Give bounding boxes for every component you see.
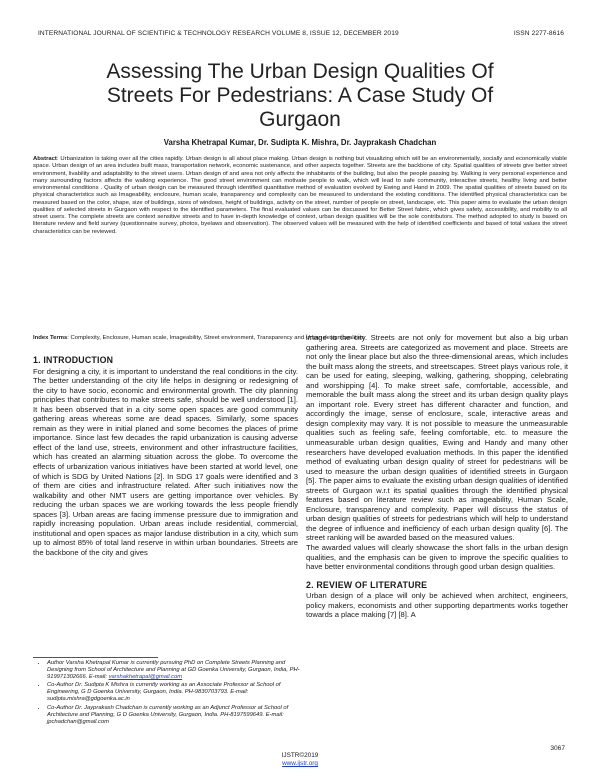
- author-footnotes: [33, 660, 300, 727]
- footnote-item: • Co-Author Dr. Sudipta K Mishra is currently working as an Associate Professor at School of Engineering, G D Goenka University, Gurgaon, India. PH-9830703793. E-mail: sudipta.mishra@gdgoenka.ac.in: [47, 682, 300, 703]
- footnote-divider: [33, 657, 158, 658]
- title-line-3: Gurgaon: [259, 108, 341, 131]
- index-terms-label: Index Terms: [33, 335, 68, 341]
- literature-paragraph: Urban design of a place will only be achieved when architect, engineers, policy makers, economists and other supporting departments works together towards a place making [7] [8]. A: [306, 591, 568, 620]
- journal-website-link[interactable]: www.ijstr.org: [282, 760, 318, 767]
- title-line-2: Streets For Pedestrians: A Case Study Of: [106, 84, 494, 107]
- section-heading-literature: 2. REVIEW OF LITERATURE: [306, 579, 428, 590]
- abstract-label: Abstract: [33, 156, 57, 162]
- abstract: [33, 156, 567, 236]
- title-line-1: Assessing The Urban Design Qualities Of: [106, 60, 494, 83]
- left-column: [33, 350, 298, 557]
- issn: ISSN 2277-8616: [513, 30, 564, 37]
- introduction-continued: image to the city. Streets are not only for movement but also a big urban gathering area. Streets are categorized as movement and place. Streets are not only the linear place but also the three-dimensional areas, which includes the built mass along the streets, and streetscapes. Street plays various role, it can be used for eating, sleeping, walking, gathering, shopping, celebrating and worshipping [4]. To make street safe, comfortable, accessible, and memorable the built mass along the street and its urban design quality plays an important role. Every street has different character and function, and accordingly the image, sense of enclosure, scale, interactive areas and design complexity may vary. It is not possible to measure the unmeasurable qualities such as feeling safe, feeling comfortable, etc. to measure the unmeasurable urban design qualities, Ewing and Handy and many other researchers have developed evaluation methods. In this paper the identified method of evaluating urban design quality of street for pedestrians will be used to measure the urban design qualities of identified streets in Gurgaon [5]. The paper aims to evaluate the existing urban design qualities of identified streets of Gurgaon w.r.t its spatial qualities through the identified physical features based on literature review such as imageability, Human Scale, Enclosure, transparency and complexity. Paper will discuss the status of urban design qualities of streets for pedestrians which will help to understand the degree of influence and inefficiency of each urban design quality [6]. The street ranking will be awarded based on the measured values.: [306, 333, 569, 543]
- author-email-link[interactable]: varshakhetrapal@gmail.com: [108, 674, 183, 681]
- page-number: 3067: [550, 745, 565, 752]
- abstract-text: : Urbanization is taking over all the cities rapidly. Urban design is all about place making. Urban design is nothing but visualizing which will be an environmentally, socially and economically viable space. Urban design of an area includes built mass, transportation network, economic sustenance, and other aspects together. Streets are the backbone of city. Spatial qualities of streets give better street environment, livability and adaptability to the street users. Urban design of and area not only affects the inhabitants of the building, but also the people passing by. Walking is very personal experience and many surrounding factors affects the walking experience. The good street environment can motivate people to walk, which will lead to safe community, interactive streets, healthy living and better environmental conditions . Quality of urban design can be measured through identified quantitative method of evaluation evolved by Ewing and Hand in 2009. The spatial qualities of streets based on its physical characteristics such as Imageability, enclosure, human scale, transparency and complexity can be measured to understand the existing conditions. The identified physical characteristics can be measured based on the color, shape, size of buildings, sizes of windows, height of buildings, activity on the street, number of people on street, landscape, etc. This paper aims to evaluate the urban design qualities of selected streets in Gurgaon with respect to the identified parameters. The final evaluated values can be discussed for Better Street fabric, which gives safety, accessibility, and mobility to all street users. The complete streets are context sensitive streets and to have in-depth knowledge of context, urban design qualities will be the sole contributors. The method adopted to study is based on literature review and field survey (questionnaire survey, photos, byelaws and observation). The observed values will be measured with the help of identified coefficients and based of total values the street characteristics can be reviewed.: [33, 156, 567, 235]
- running-header: [38, 30, 564, 40]
- section-heading-introduction: 1. INTRODUCTION: [33, 355, 114, 365]
- author-list: Varsha Khetrapal Kumar, Dr. Sudipta K. Mishra, Dr. Jayprakash Chadchan: [163, 138, 437, 147]
- right-column: [306, 333, 568, 620]
- footnote-item: • Co-Author Dr. Jayprakash Chadchan is currently working as an Adjunct Professor at School of Architecture and Planning, G D Goenka University, Gurgaon, India. PH-8197599649. E-mail: jpchadchan@gmail.com: [47, 705, 300, 726]
- introduction-paragraph: For designing a city, it is important to understand the real conditions in the city. The better understanding of the city life helps in designing or redesigning of the city to have socio, economic and environmental growth. The city planning principles that contributes to make streets safe, should be well understood [1]. It has been observed that in a city some open spaces are good community gathering areas whereas some are dead spaces. Similarly, some spaces remain as they were in initial planed and some becomes the places of prime importance. Since last few decades the rapid urbanization is causing adverse effect of the land use, streets, environment and other infrastructure facilities, which has created an alarming situation across the globe. To overcome the effects of urbanization various initiatives have been started at world level, one of which is SDG by United Nations [2]. In SDG 17 goals were identified and 3 of them are cities and infrastructure related. After such initiatives now the walkability and other NMT users are getting importance over vehicles. By reducing the urban spaces we are working towards the less people friendly spaces [3]. Urban areas are facing immense pressure due to immigration and rapidly increasing population. Urban areas include residential, commercial, institutional and open spaces as major landuse distribution in a city, which sum up to almost 85% of total land reserve in within urban boundaries. Streets are the backbone of the city and gives: [33, 366, 298, 557]
- page-footer: [0, 752, 600, 768]
- paper-title: [40, 60, 560, 132]
- copyright-code: IJSTR©2019: [281, 752, 319, 759]
- introduction-closing: The awarded values will clearly showcase the short falls in the urban design qualities, and the emphasis can be given to improve the specific qualities to have better environmental conditions through good urban design qualities.: [306, 543, 568, 572]
- footnote-item: • Author Varsha Khetrapal Kumar is currently pursuing PhD on Complete Streets Planning and Designing from School of Architecture and Planning at GD Goenka University, Gurgaon, India, PH-919971302666. E-mail: varshakhetrapal@gmail.com: [47, 660, 300, 681]
- journal-name: INTERNATIONAL JOURNAL OF SCIENTIFIC & TECHNOLOGY RESEARCH VOLUME 8, ISSUE 12, DECEMBER 2019: [38, 30, 399, 37]
- index-terms-text: : Complexity, Enclosure, Human scale, Imageability, Street environment, Transparency and Urban design qualities: [67, 335, 365, 341]
